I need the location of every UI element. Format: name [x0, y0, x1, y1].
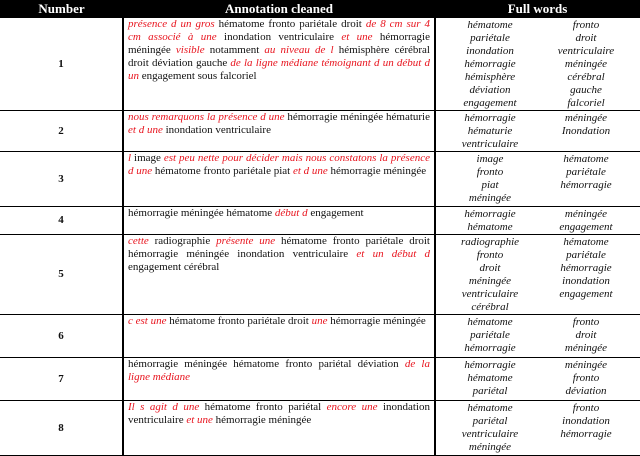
full-word: hémorragie [560, 428, 612, 440]
header-row [0, 0, 640, 18]
full-word: hématome [563, 236, 609, 248]
full-word: piat [481, 179, 499, 191]
full-word: inondation [562, 275, 610, 287]
full-word: déviation [469, 84, 511, 96]
full-word: ventriculaire [461, 138, 519, 150]
full-word: pariétale [566, 249, 606, 261]
header-full-words: Full words [435, 0, 640, 18]
annotation-removed-segment: et une [341, 31, 380, 43]
annotation-kept-segment: hématome fronto pariétale droit [218, 18, 366, 30]
full-words-list [442, 236, 634, 313]
annotation-cell [123, 358, 435, 401]
full-word: déviation [565, 385, 607, 397]
full-word: image [476, 153, 504, 165]
full-word: engagement [559, 221, 613, 233]
full-word: radiographie [460, 236, 520, 248]
annotation-removed-segment: nous remarquons la présence d une [128, 111, 288, 123]
full-word: hématome [467, 221, 513, 233]
full-word: fronto [572, 372, 600, 384]
annotation-cell [123, 235, 435, 315]
row-number: 3 [0, 152, 123, 207]
annotation-removed-segment: début d [274, 207, 311, 219]
row-number: 7 [0, 358, 123, 401]
full-words-list [442, 402, 634, 453]
full-words-list [442, 316, 634, 354]
annotation-cell [123, 401, 435, 456]
row-number: 2 [0, 111, 123, 152]
full-words-list [442, 359, 634, 397]
full-word: pariétale [470, 32, 510, 44]
annotation-removed-segment: une [311, 315, 331, 327]
annotation-removed-segment: visible [175, 44, 210, 56]
annotation-kept-segment: engagement cérébral [128, 261, 220, 273]
annotation-removed-segment: de la ligne médiane [128, 358, 430, 383]
full-word: Inondation [561, 125, 611, 137]
full-word: hématome [563, 153, 609, 165]
annotation-cell [123, 18, 435, 111]
annotation-kept-segment: hémorragie méningée hématurie [287, 111, 430, 123]
full-word: cérébral [471, 301, 509, 313]
full-word: droit [575, 32, 597, 44]
annotation-kept-segment: radiographie [154, 235, 217, 247]
full-word: hématome [467, 402, 513, 414]
header-annotation: Annotation cleaned [123, 0, 435, 18]
annotation-kept-segment: inondation ventriculaire [128, 401, 430, 426]
full-word: méningée [564, 112, 608, 124]
full-word: engagement [559, 288, 613, 300]
full-word: pariétal [472, 415, 508, 427]
table-row [0, 152, 640, 207]
annotation-kept-segment: hématome fronto pariétale droit hémorragie méningée inondation ventriculaire [128, 235, 430, 260]
annotation-kept-segment: hémorragie méningée hématome fronto pariétal déviation [128, 358, 405, 370]
full-word: méningée [468, 275, 512, 287]
annotation-kept-segment: inondation ventriculaire [224, 31, 342, 43]
annotation-kept-segment: hémorragie méningée [330, 165, 427, 177]
annotation-removed-segment: l [128, 152, 135, 164]
annotation-kept-segment: notamment [209, 44, 265, 56]
annotation-removed-segment: au niveau de l [264, 44, 339, 56]
full-word: méningée [564, 58, 608, 70]
full-words-cell [435, 315, 640, 358]
full-word: fronto [572, 316, 600, 328]
full-word: hématome [467, 372, 513, 384]
full-word: ventriculaire [461, 288, 519, 300]
full-word: méningée [564, 208, 608, 220]
full-word: hématome [467, 19, 513, 31]
full-word: hémorragie [464, 359, 516, 371]
full-word: falcoriel [567, 97, 605, 109]
annotation-kept-segment: hémorragie méningée [215, 414, 312, 426]
full-words-cell [435, 235, 640, 315]
full-words-list [442, 208, 634, 233]
full-word: hémorragie [560, 179, 612, 191]
annotation-kept-segment: image [134, 152, 164, 164]
full-words-cell [435, 401, 640, 456]
full-words-cell [435, 207, 640, 235]
annotation-removed-segment: encore une [326, 401, 383, 413]
full-word: fronto [476, 249, 504, 261]
annotation-cell [123, 315, 435, 358]
full-word: hématurie [467, 125, 513, 137]
full-word: droit [479, 262, 501, 274]
row-number: 5 [0, 235, 123, 315]
header-number: Number [0, 0, 123, 18]
full-word: engagement [463, 97, 517, 109]
full-word: pariétal [472, 385, 508, 397]
full-word: pariétale [470, 329, 510, 341]
annotation-cell [123, 207, 435, 235]
annotation-kept-segment: hémorragie méningée [128, 31, 430, 56]
annotation-removed-segment: et d une [292, 165, 331, 177]
full-word: inondation [466, 45, 514, 57]
full-word: ventriculaire [557, 45, 615, 57]
full-word: droit [575, 329, 597, 341]
full-word: méningée [468, 441, 512, 453]
annotation-removed-segment: et d une [128, 124, 166, 136]
full-word: méningée [564, 342, 608, 354]
table-row [0, 18, 640, 111]
row-number: 8 [0, 401, 123, 456]
full-words-list [442, 19, 634, 109]
full-word: fronto [476, 166, 504, 178]
annotation-cell [123, 152, 435, 207]
annotation-kept-segment: engagement sous falcoriel [141, 70, 257, 82]
full-word: hémorragie [464, 342, 516, 354]
full-word: inondation [562, 415, 610, 427]
table-row [0, 235, 640, 315]
full-word: fronto [572, 402, 600, 414]
row-number: 6 [0, 315, 123, 358]
full-word: ventriculaire [461, 428, 519, 440]
full-words-list [442, 112, 634, 150]
full-word: hémorragie [464, 208, 516, 220]
annotation-cell [123, 111, 435, 152]
full-words-cell [435, 111, 640, 152]
table-row [0, 358, 640, 401]
annotation-removed-segment: de la ligne médiane témoignant d un début d un [128, 57, 430, 82]
full-words-cell [435, 358, 640, 401]
full-word: fronto [572, 19, 600, 31]
full-word: hémorragie [560, 262, 612, 274]
table-row [0, 315, 640, 358]
row-number: 4 [0, 207, 123, 235]
annotation-removed-segment: Il s agit d une [128, 401, 205, 413]
full-word: hémisphère [464, 71, 516, 83]
annotation-kept-segment: inondation ventriculaire [165, 124, 271, 136]
full-word: méningée [564, 359, 608, 371]
full-word: hématome [467, 316, 513, 328]
annotation-kept-segment: engagement [310, 207, 364, 219]
full-words-cell [435, 152, 640, 207]
full-words-list [442, 153, 634, 204]
annotation-removed-segment: c est une [128, 315, 170, 327]
annotation-kept-segment: hémisphère cérébral droit déviation gauche [128, 44, 430, 69]
full-word: cérébral [567, 71, 605, 83]
annotation-removed-segment: et une [186, 414, 216, 426]
table-row [0, 401, 640, 456]
annotation-kept-segment: hématome fronto pariétale droit [169, 315, 312, 327]
full-word: hémorragie [464, 58, 516, 70]
annotation-removed-segment: cette [128, 235, 155, 247]
annotation-removed-segment: présente une [216, 235, 282, 247]
annotation-kept-segment: hématome fronto pariétale piat [154, 165, 293, 177]
annotation-kept-segment: hématome fronto pariétal [204, 401, 327, 413]
full-word: méningée [468, 192, 512, 204]
annotation-removed-segment: et un début d [356, 248, 430, 260]
annotation-kept-segment: hémorragie méningée [330, 315, 426, 327]
table-row [0, 207, 640, 235]
full-word: gauche [570, 84, 602, 96]
annotation-kept-segment: hémorragie méningée hématome [128, 207, 275, 219]
annotation-removed-segment: est peu nette pour décider mais nous constatons la présence d une [128, 152, 430, 177]
row-number: 1 [0, 18, 123, 111]
annotation-removed-segment: présence d un gros [128, 18, 219, 30]
full-words-cell [435, 18, 640, 111]
annotation-removed-segment: de 8 cm sur 4 cm associé à une [128, 18, 430, 43]
full-word: pariétale [566, 166, 606, 178]
full-word: hémorragie [464, 112, 516, 124]
table-row [0, 111, 640, 152]
